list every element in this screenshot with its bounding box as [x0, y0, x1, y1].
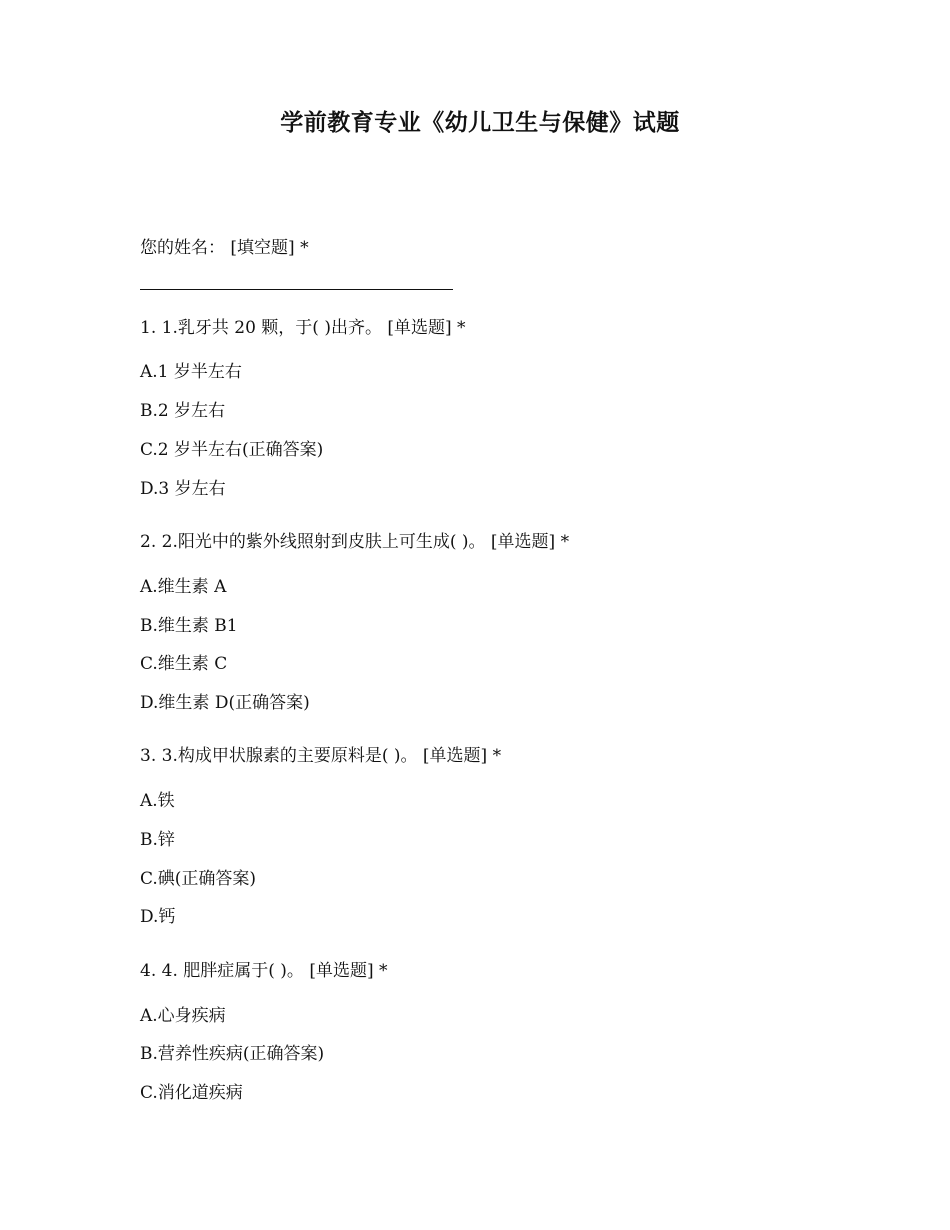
question-1-option-c: C.2 岁半左右(正确答案) — [140, 440, 324, 460]
question-2-option-c: C.维生素 C — [140, 654, 228, 674]
question-4-option-a: A.心身疾病 — [140, 1006, 226, 1026]
question-2-option-b: B.维生素 B1 — [140, 616, 238, 636]
document-title: 学前教育专业《幼儿卫生与保健》试题 — [280, 110, 680, 136]
question-2-stem: 2. 2.阳光中的紫外线照射到皮肤上可生成( )。 [单选题] * — [140, 532, 570, 552]
question-3-option-a: A.铁 — [140, 791, 175, 811]
question-4-stem: 4. 4. 肥胖症属于( )。 [单选题] * — [140, 961, 388, 981]
question-2-option-a: A.维生素 A — [140, 577, 227, 597]
question-3-stem: 3. 3.构成甲状腺素的主要原料是( )。 [单选题] * — [140, 746, 502, 766]
question-3-option-d: D.钙 — [140, 907, 176, 927]
question-1-option-a: A.1 岁半左右 — [140, 362, 242, 382]
question-4-option-b: B.营养性疾病(正确答案) — [140, 1044, 325, 1064]
name-answer-blank — [140, 289, 453, 290]
question-1-option-b: B.2 岁左右 — [140, 401, 226, 421]
name-prompt: 您的姓名： [填空题] * — [140, 238, 309, 258]
question-3-option-c: C.碘(正确答案) — [140, 869, 257, 889]
question-1-option-d: D.3 岁左右 — [140, 479, 226, 499]
question-4-option-c: C.消化道疾病 — [140, 1083, 243, 1103]
question-1-stem: 1. 1.乳牙共 20 颗，于( )出齐。 [单选题] * — [140, 318, 466, 338]
question-3-option-b: B.锌 — [140, 830, 175, 850]
question-2-option-d: D.维生素 D(正确答案) — [140, 693, 310, 713]
